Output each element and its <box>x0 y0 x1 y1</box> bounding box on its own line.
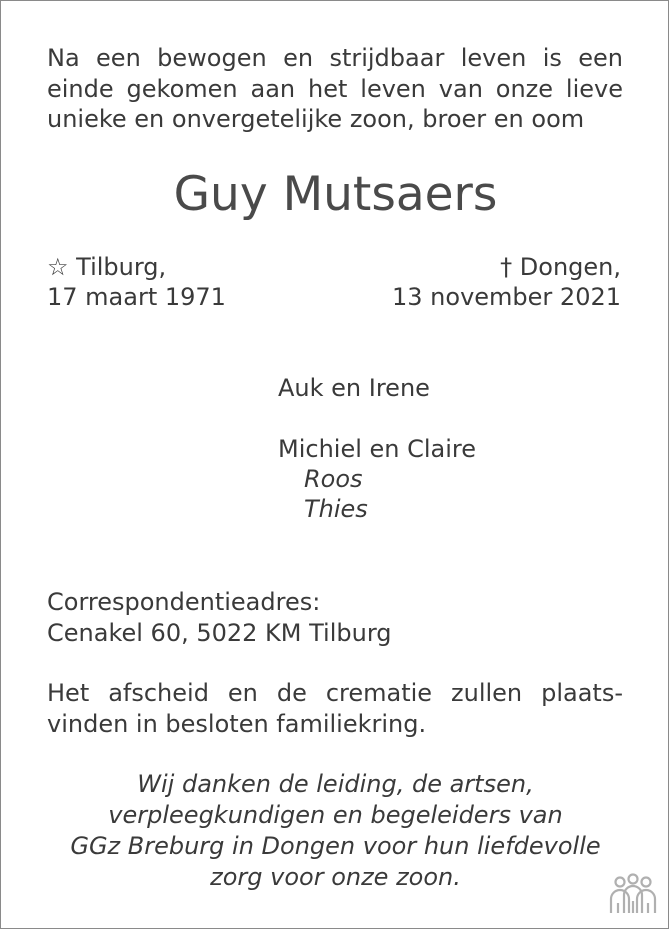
correspondence-address <box>47 587 392 649</box>
family-child: Roos <box>304 465 363 493</box>
family-list <box>278 373 476 524</box>
intro-line-3: unieke en onvergetelijke zoon, broer en oom <box>47 105 585 133</box>
thanks-line-4: zorg voor onze zoon. <box>210 863 461 891</box>
farewell-line-1: Het afscheid en de crematie zullen plaats- <box>47 679 623 707</box>
correspondence-address-line: Cenakel 60, 5022 KM Tilburg <box>47 619 392 647</box>
farewell-line-2: vinden in besloten familiekring. <box>47 710 427 738</box>
family-group-2: Michiel en Claire <box>278 435 477 463</box>
correspondence-label: Correspondentieadres: <box>47 588 321 616</box>
thanks-note <box>1 769 669 893</box>
intro-text <box>47 43 623 135</box>
thanks-line-3: GGz Breburg in Dongen voor hun liefdevolle <box>70 832 601 860</box>
birth-date: 17 maart 1971 <box>47 283 226 311</box>
death-place: † Dongen, <box>500 253 621 281</box>
intro-line-2: einde gekomen aan het leven van onze lieve <box>47 74 623 103</box>
thanks-line-2: verpleegkundigen en begeleiders van <box>108 801 563 829</box>
birth-place: ☆ Tilburg, <box>47 253 167 281</box>
farewell-notice <box>47 678 623 740</box>
family-group-1: Auk en Irene <box>278 374 430 402</box>
death-info <box>392 252 621 312</box>
intro-line-1: Na een bewogen en strijdbaar leven is een <box>47 44 623 72</box>
thanks-line-1: Wij danken de leiding, de artsen, <box>137 770 534 798</box>
people-group-icon <box>608 873 658 917</box>
family-spacer <box>278 403 476 434</box>
deceased-name: Guy Mutsaers <box>173 167 498 222</box>
birth-info <box>47 252 226 312</box>
family-child: Thies <box>304 495 368 523</box>
death-date: 13 november 2021 <box>392 283 621 311</box>
